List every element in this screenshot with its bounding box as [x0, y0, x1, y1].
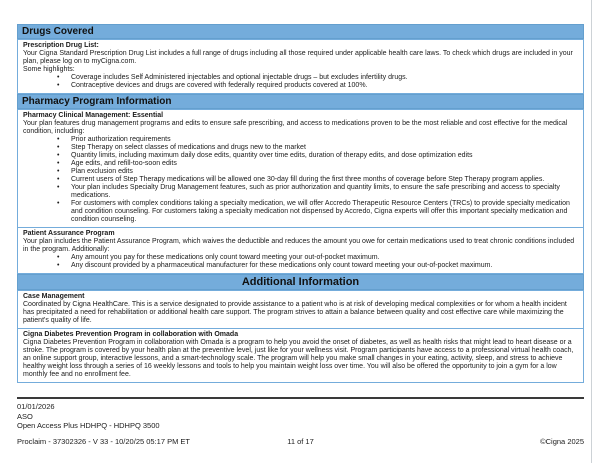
bullet-item: • Quantity limits, including maximum daily dose edits, quantity over time edits, duration of therapy edits, and dose optimization edits	[71, 152, 578, 160]
footer-meta-row	[17, 437, 584, 447]
bullet-item: • Prior authorization requirements	[71, 136, 578, 144]
bullet-item: • Age edits, and refill-too-soon edits	[71, 160, 578, 168]
footer-document-id: Proclaim - 37302326 - V 33 - 10/20/25 05:17 PM ET	[17, 436, 191, 446]
bullet-item: • For customers with complex conditions taking a specialty medication, we will offer Accredo Therapeutic Resource Centers (TRCs) to provide specialty medication and condition counseling. For customers taking a specialty medication not dispensed by Accredo, Cigna experts will offer this important specialty medication and condition counseling.	[71, 200, 578, 224]
diabetes-prevention-heading: Cigna Diabetes Prevention Program in collaboration with Omada	[23, 331, 239, 338]
footer-plan-name: Open Access Plus HDHPQ - HDHPQ 3500	[17, 421, 160, 430]
pharmacy-clinical-bullet-list	[23, 136, 578, 224]
bullet-item: • Your plan includes Specialty Drug Management features, such as prior authorization and quantity limits, to ensure the safe prescribing and access to specialty medications.	[71, 184, 578, 200]
scan-edge-line	[591, 0, 592, 463]
footer-page-number: 11 of 17	[287, 436, 314, 446]
bullet-item: • Any amount you pay for these medications only count toward meeting your out-of-pocket maximum.	[71, 254, 578, 262]
bullet-item: • Coverage includes Self Administered injectables and optional injectable drugs – but excludes infertility drugs.	[71, 74, 578, 82]
footer-copyright: ©Cigna 2025	[540, 436, 584, 446]
patient-assurance-bullet-list	[23, 254, 578, 270]
case-management-heading: Case Management	[23, 293, 85, 300]
footer-effective-date: 01/01/2026	[17, 402, 55, 411]
bullet-item: • Step Therapy on select classes of medications and drugs new to the market	[71, 144, 578, 152]
patient-assurance-section	[17, 227, 584, 274]
bullet-item: • Current users of Step Therapy medications will be allowed one 30-day fill during the first three months of coverage before Step Therapy program applies.	[71, 176, 578, 184]
bullet-item: • Contraceptive devices and drugs are covered with federally required products covered at 100%.	[71, 82, 578, 90]
pharmacy-clinical-management-heading: Pharmacy Clinical Management: Essential	[23, 112, 164, 119]
highlights-label: Some highlights:	[23, 66, 75, 73]
patient-assurance-heading: Patient Assurance Program	[23, 230, 115, 237]
page-footer	[17, 397, 584, 446]
section-header-additional-information: Additional Information	[17, 274, 584, 290]
footer-plan-type: ASO	[17, 411, 33, 421]
case-management-body: Coordinated by Cigna HealthCare. This is a service designated to provide assistance to a patient who is at risk of developing medical complexities or for whom a health incident has precipitated a need for rehabilitation or additional health care support. The program strives to attain a balance between quality and cost effective care while maximizing the patient's quality of life.	[23, 301, 567, 324]
drugs-covered-section	[17, 39, 584, 94]
drugs-covered-bullet-list	[23, 74, 578, 90]
diabetes-prevention-section	[17, 328, 584, 383]
section-header-drugs-covered: Drugs Covered	[17, 24, 584, 39]
pharmacy-clinical-management-intro: Your plan features drug management programs and edits to ensure safe prescribing, and access to medications proven to be the most reliable and cost effective for the medical condition, including:	[23, 120, 568, 135]
section-header-pharmacy-program: Pharmacy Program Information	[17, 94, 584, 109]
prescription-drug-list-heading: Prescription Drug List:	[23, 42, 99, 49]
patient-assurance-intro: Your plan includes the Patient Assurance Program, which waives the deductible and reduces the amount you owe for certain medications used to treat chronic conditions included in the program. Additionally:	[23, 238, 575, 253]
diabetes-prevention-body: Cigna Diabetes Prevention Program in collaboration with Omada is a program to help you avoid the onset of diabetes, as well as health risks that might lead to heart disease or a stroke. The program is covered by your health plan at the preventive level, just like for your wellness visit. Program participants have access to a professional virtual health coach, an online support group, interactive lessons, and a smart-technology scale. The program will help you make small changes in your eating, activity, sleep, and stress to achieve healthy weight loss through a series of 16 weekly lessons and tools to help you maintain weight loss over time. You will also be offered the opportunity to join a gym for a low monthly fee and no enrollment fee.	[23, 339, 574, 378]
case-management-section	[17, 290, 584, 329]
bullet-item: • Any discount provided by a pharmaceutical manufacturer for these medications only count toward meeting your out-of-pocket maximum.	[71, 262, 578, 270]
bullet-item: • Plan exclusion edits	[71, 168, 578, 176]
pharmacy-clinical-management-section	[17, 109, 584, 228]
prescription-drug-list-intro: Your Cigna Standard Prescription Drug List includes a full range of drugs including all those required under applicable health care laws. To check which drugs are included in your plan, please log on to myCigna.com.	[23, 50, 573, 65]
